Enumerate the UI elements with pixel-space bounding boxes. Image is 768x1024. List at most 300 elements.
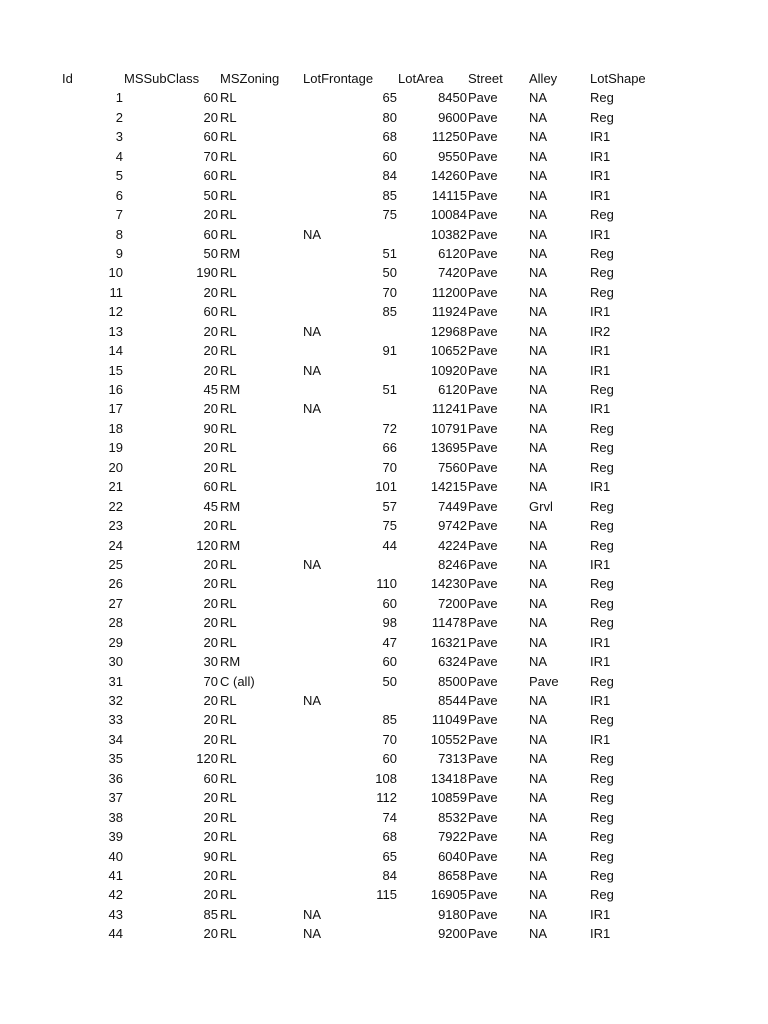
table-row <box>0 808 768 827</box>
cell-alley: NA <box>529 420 548 436</box>
cell-lotfrontage: 74 <box>382 809 397 825</box>
cell-lotshape: IR1 <box>590 304 611 320</box>
cell-lotfrontage: 72 <box>382 420 397 436</box>
cell-mssubclass: 60 <box>203 304 218 320</box>
cell-lotfrontage: 65 <box>382 848 397 864</box>
cell-lotshape: Reg <box>590 615 614 631</box>
cell-lotshape: Reg <box>590 440 614 456</box>
cell-id: 20 <box>108 459 123 475</box>
cell-lotfrontage: 84 <box>382 867 397 883</box>
cell-lotshape: IR1 <box>590 343 611 359</box>
cell-street: Pave <box>468 673 498 689</box>
cell-mszoning: RL <box>220 109 237 125</box>
cell-alley: NA <box>529 440 548 456</box>
cell-mssubclass: 60 <box>203 479 218 495</box>
cell-mszoning: RL <box>220 518 237 534</box>
table-row <box>0 380 768 399</box>
cell-id: 19 <box>108 440 123 456</box>
cell-id: 17 <box>108 401 123 417</box>
cell-lotfrontage: NA <box>303 926 322 942</box>
cell-lotfrontage: NA <box>303 323 322 339</box>
cell-mszoning: RM <box>220 245 241 261</box>
cell-mszoning: RL <box>220 284 237 300</box>
cell-id: 14 <box>108 343 123 359</box>
table-row <box>0 769 768 788</box>
cell-lotarea: 14260 <box>430 168 467 184</box>
cell-street: Pave <box>468 90 498 106</box>
cell-mssubclass: 20 <box>203 693 218 708</box>
cell-lotfrontage: 51 <box>382 382 397 397</box>
cell-alley: NA <box>529 867 548 883</box>
cell-mszoning: RL <box>220 770 237 786</box>
cell-lotshape: IR1 <box>590 556 611 572</box>
cell-lotarea: 12968 <box>430 323 467 339</box>
cell-alley: NA <box>529 809 548 825</box>
cell-mszoning: RL <box>220 479 237 495</box>
cell-street: Pave <box>468 226 498 242</box>
cell-street: Pave <box>468 401 498 417</box>
cell-street: Pave <box>468 576 498 592</box>
cell-mssubclass: 20 <box>203 323 218 339</box>
cell-street: Pave <box>468 634 498 650</box>
cell-mszoning: RL <box>220 809 237 825</box>
cell-mszoning: RL <box>220 634 237 650</box>
cell-alley: NA <box>529 615 548 631</box>
table-row <box>0 905 768 924</box>
table-row <box>0 866 768 885</box>
cell-mssubclass: 85 <box>203 906 218 922</box>
cell-street: Pave <box>468 595 498 611</box>
cell-lotshape: Reg <box>590 382 614 397</box>
cell-mssubclass: 45 <box>203 382 218 397</box>
header-alley: Alley <box>529 71 558 86</box>
cell-id: 28 <box>108 615 123 631</box>
table-row <box>0 322 768 341</box>
header-lotshape: LotShape <box>590 71 646 86</box>
cell-mssubclass: 20 <box>203 401 218 417</box>
cell-lotfrontage: 47 <box>382 634 397 650</box>
cell-id: 12 <box>108 304 123 320</box>
cell-lotarea: 8532 <box>438 809 467 825</box>
cell-lotfrontage: 108 <box>375 770 397 786</box>
cell-lotarea: 7922 <box>438 829 467 845</box>
cell-lotfrontage: 70 <box>382 731 397 747</box>
cell-lotarea: 7313 <box>438 751 467 767</box>
cell-alley: NA <box>529 595 548 611</box>
cell-mssubclass: 20 <box>203 867 218 883</box>
cell-lotarea: 10382 <box>430 226 467 242</box>
cell-id: 32 <box>108 693 123 708</box>
cell-alley: NA <box>529 187 548 203</box>
table-row <box>0 924 768 943</box>
cell-lotshape: IR1 <box>590 168 611 184</box>
cell-lotarea: 6120 <box>438 245 467 261</box>
cell-lotarea: 14215 <box>430 479 467 495</box>
cell-lotarea: 6324 <box>438 654 467 670</box>
cell-lotshape: IR2 <box>590 323 611 339</box>
cell-id: 21 <box>108 479 123 495</box>
cell-mssubclass: 20 <box>203 809 218 825</box>
cell-street: Pave <box>468 790 498 806</box>
cell-lotfrontage: 68 <box>382 129 397 145</box>
cell-lotarea: 7449 <box>438 498 467 514</box>
cell-mszoning: RL <box>220 168 237 184</box>
cell-id: 39 <box>108 829 123 845</box>
cell-mszoning: RL <box>220 343 237 359</box>
cell-street: Pave <box>468 615 498 631</box>
cell-lotfrontage: 60 <box>382 148 397 164</box>
cell-mssubclass: 20 <box>203 518 218 534</box>
cell-street: Pave <box>468 362 498 378</box>
cell-lotfrontage: 85 <box>382 187 397 203</box>
cell-lotshape: Reg <box>590 595 614 611</box>
cell-lotshape: IR1 <box>590 129 611 145</box>
cell-mssubclass: 60 <box>203 90 218 106</box>
cell-lotarea: 13418 <box>430 770 467 786</box>
cell-mssubclass: 60 <box>203 168 218 184</box>
cell-id: 6 <box>115 187 123 203</box>
cell-street: Pave <box>468 343 498 359</box>
cell-mssubclass: 70 <box>203 148 218 164</box>
cell-mszoning: RL <box>220 576 237 592</box>
cell-lotarea: 9180 <box>438 906 467 922</box>
table-body <box>0 88 768 943</box>
cell-street: Pave <box>468 284 498 300</box>
cell-mszoning: RM <box>220 537 241 553</box>
cell-alley: NA <box>529 148 548 164</box>
cell-lotshape: IR1 <box>590 731 611 747</box>
header-mszoning: MSZoning <box>220 71 280 86</box>
table-row <box>0 672 768 691</box>
cell-lotshape: Reg <box>590 245 614 261</box>
cell-lotarea: 9200 <box>438 926 467 942</box>
cell-lotarea: 11478 <box>431 615 467 631</box>
cell-mssubclass: 20 <box>203 712 218 728</box>
cell-lotfrontage: 44 <box>382 537 397 553</box>
cell-lotarea: 10084 <box>430 207 467 223</box>
cell-lotarea: 11250 <box>431 129 467 145</box>
cell-id: 16 <box>108 382 123 397</box>
cell-lotshape: IR1 <box>590 479 611 495</box>
cell-alley: NA <box>529 226 548 242</box>
cell-lotarea: 14115 <box>431 187 467 203</box>
cell-lotshape: Reg <box>590 829 614 845</box>
cell-mssubclass: 20 <box>203 284 218 300</box>
table-row <box>0 283 768 302</box>
table-row <box>0 458 768 477</box>
cell-lotarea: 7560 <box>438 459 467 475</box>
cell-mssubclass: 20 <box>203 343 218 359</box>
cell-lotshape: Reg <box>590 284 614 300</box>
cell-alley: NA <box>529 829 548 845</box>
cell-mssubclass: 20 <box>203 615 218 631</box>
cell-id: 40 <box>108 848 123 864</box>
cell-lotshape: IR1 <box>590 362 611 378</box>
cell-lotfrontage: 60 <box>382 751 397 767</box>
cell-id: 42 <box>108 887 123 903</box>
table-row <box>0 536 768 555</box>
cell-mssubclass: 20 <box>203 440 218 456</box>
cell-mszoning: RL <box>220 731 237 747</box>
cell-lotarea: 6040 <box>438 848 467 864</box>
cell-lotfrontage: 50 <box>382 673 397 689</box>
cell-lotarea: 7200 <box>438 595 467 611</box>
cell-mszoning: RL <box>220 420 237 436</box>
cell-mssubclass: 90 <box>203 848 218 864</box>
cell-lotfrontage: 84 <box>382 168 397 184</box>
cell-mszoning: RL <box>220 401 237 417</box>
cell-mszoning: RL <box>220 440 237 456</box>
cell-lotfrontage: 91 <box>382 343 397 359</box>
cell-mszoning: RL <box>220 148 237 164</box>
cell-street: Pave <box>468 187 498 203</box>
cell-alley: NA <box>529 362 548 378</box>
cell-alley: NA <box>529 343 548 359</box>
cell-mssubclass: 120 <box>196 537 218 553</box>
cell-mszoning: RL <box>220 751 237 767</box>
cell-street: Pave <box>468 129 498 145</box>
cell-lotfrontage: 70 <box>382 284 397 300</box>
table-row <box>0 730 768 749</box>
cell-lotshape: IR1 <box>590 226 611 242</box>
cell-alley: NA <box>529 401 548 417</box>
cell-mssubclass: 20 <box>203 556 218 572</box>
table-row <box>0 302 768 321</box>
cell-lotshape: Reg <box>590 90 614 106</box>
cell-id: 2 <box>115 109 123 125</box>
cell-mssubclass: 20 <box>203 634 218 650</box>
header-street: Street <box>468 71 503 86</box>
cell-lotarea: 10652 <box>430 343 467 359</box>
cell-alley: NA <box>529 518 548 534</box>
cell-lotshape: Reg <box>590 751 614 767</box>
cell-lotarea: 9742 <box>438 518 467 534</box>
cell-lotarea: 16321 <box>430 634 467 650</box>
cell-alley: NA <box>529 751 548 767</box>
cell-street: Pave <box>468 265 498 281</box>
cell-lotfrontage: 70 <box>382 459 397 475</box>
cell-lotarea: 4224 <box>438 537 467 553</box>
table-row <box>0 516 768 535</box>
cell-lotarea: 10920 <box>430 362 467 378</box>
cell-id: 10 <box>108 265 123 281</box>
cell-alley: NA <box>529 284 548 300</box>
cell-lotshape: Reg <box>590 537 614 553</box>
cell-mszoning: RL <box>220 362 237 378</box>
cell-lotfrontage: 66 <box>382 440 397 456</box>
cell-street: Pave <box>468 440 498 456</box>
cell-mszoning: RL <box>220 90 237 106</box>
cell-alley: NA <box>529 926 548 942</box>
cell-street: Pave <box>468 809 498 825</box>
cell-street: Pave <box>468 168 498 184</box>
cell-street: Pave <box>468 848 498 864</box>
cell-mszoning: RL <box>220 304 237 320</box>
table-row <box>0 263 768 282</box>
table-row <box>0 613 768 632</box>
cell-street: Pave <box>468 304 498 320</box>
cell-mszoning: RL <box>220 848 237 864</box>
cell-mssubclass: 190 <box>196 265 218 281</box>
cell-id: 22 <box>108 498 123 514</box>
cell-lotshape: IR1 <box>590 926 611 942</box>
cell-street: Pave <box>468 323 498 339</box>
cell-street: Pave <box>468 245 498 261</box>
cell-lotarea: 13695 <box>430 440 467 456</box>
table-row <box>0 166 768 185</box>
cell-lotarea: 10552 <box>430 731 467 747</box>
cell-lotfrontage: NA <box>303 226 322 242</box>
table-row <box>0 827 768 846</box>
cell-mszoning: RL <box>220 887 237 903</box>
table-row <box>0 419 768 438</box>
cell-lotfrontage: 50 <box>382 265 397 281</box>
cell-mszoning: RL <box>220 129 237 145</box>
cell-mszoning: RL <box>220 187 237 203</box>
cell-mszoning: RM <box>220 654 241 670</box>
cell-mssubclass: 90 <box>203 420 218 436</box>
table-row <box>0 147 768 166</box>
cell-lotarea: 6120 <box>438 382 467 397</box>
table-row <box>0 88 768 107</box>
cell-alley: NA <box>529 479 548 495</box>
table-row <box>0 788 768 807</box>
cell-mszoning: RL <box>220 829 237 845</box>
cell-mssubclass: 60 <box>203 770 218 786</box>
cell-id: 8 <box>115 226 123 242</box>
table-row <box>0 885 768 904</box>
cell-mszoning: RL <box>220 265 237 281</box>
cell-id: 29 <box>108 634 123 650</box>
cell-lotarea: 10859 <box>430 790 467 806</box>
cell-lotarea: 16905 <box>430 887 467 903</box>
cell-mszoning: RL <box>220 556 237 572</box>
cell-id: 34 <box>108 731 123 747</box>
table-row <box>0 438 768 457</box>
cell-lotshape: IR1 <box>590 654 611 670</box>
cell-id: 44 <box>108 926 123 942</box>
cell-alley: NA <box>529 906 548 922</box>
cell-mszoning: RL <box>220 207 237 223</box>
header-row <box>0 69 768 88</box>
cell-street: Pave <box>468 829 498 845</box>
cell-lotfrontage: 68 <box>382 829 397 845</box>
cell-alley: NA <box>529 693 548 708</box>
cell-lotshape: Reg <box>590 518 614 534</box>
cell-street: Pave <box>468 518 498 534</box>
table-row <box>0 847 768 866</box>
header-id: Id <box>62 71 73 86</box>
cell-street: Pave <box>468 731 498 747</box>
cell-street: Pave <box>468 926 498 942</box>
table-row <box>0 399 768 418</box>
cell-lotshape: Reg <box>590 420 614 436</box>
cell-id: 13 <box>108 323 123 339</box>
cell-mssubclass: 70 <box>203 673 218 689</box>
cell-mszoning: RL <box>220 926 237 942</box>
cell-mssubclass: 60 <box>203 129 218 145</box>
cell-alley: NA <box>529 265 548 281</box>
cell-id: 43 <box>108 906 123 922</box>
cell-street: Pave <box>468 693 498 708</box>
cell-street: Pave <box>468 867 498 883</box>
cell-alley: NA <box>529 382 548 397</box>
cell-street: Pave <box>468 712 498 728</box>
cell-lotfrontage: 85 <box>382 304 397 320</box>
cell-alley: NA <box>529 537 548 553</box>
cell-lotfrontage: 112 <box>376 790 397 806</box>
cell-lotshape: Reg <box>590 848 614 864</box>
cell-mssubclass: 20 <box>203 731 218 747</box>
cell-id: 18 <box>108 420 123 436</box>
table-row <box>0 710 768 729</box>
cell-lotfrontage: 65 <box>382 90 397 106</box>
cell-mssubclass: 20 <box>203 790 218 806</box>
cell-id: 5 <box>115 168 123 184</box>
cell-alley: NA <box>529 207 548 223</box>
cell-alley: NA <box>529 109 548 125</box>
cell-alley: NA <box>529 654 548 670</box>
header-lotarea: LotArea <box>398 71 444 86</box>
cell-id: 35 <box>108 751 123 767</box>
cell-alley: NA <box>529 168 548 184</box>
cell-lotarea: 8246 <box>438 556 467 572</box>
cell-lotfrontage: 57 <box>382 498 397 514</box>
cell-street: Pave <box>468 751 498 767</box>
cell-alley: NA <box>529 323 548 339</box>
cell-lotfrontage: 75 <box>382 518 397 534</box>
cell-lotshape: Reg <box>590 770 614 786</box>
table-row <box>0 225 768 244</box>
cell-mszoning: RL <box>220 226 237 242</box>
cell-mssubclass: 20 <box>203 362 218 378</box>
cell-mszoning: RL <box>220 693 237 708</box>
cell-lotarea: 8450 <box>438 90 467 106</box>
cell-id: 38 <box>108 809 123 825</box>
cell-street: Pave <box>468 148 498 164</box>
cell-mssubclass: 20 <box>203 109 218 125</box>
cell-street: Pave <box>468 459 498 475</box>
cell-street: Pave <box>468 207 498 223</box>
data-table <box>0 69 768 944</box>
cell-alley: Grvl <box>529 498 553 514</box>
cell-lotarea: 11924 <box>431 304 467 320</box>
table-row <box>0 574 768 593</box>
header-mssubclass: MSSubClass <box>124 71 200 86</box>
cell-street: Pave <box>468 498 498 514</box>
cell-id: 15 <box>108 362 123 378</box>
cell-mszoning: RL <box>220 712 237 728</box>
cell-alley: NA <box>529 770 548 786</box>
cell-mszoning: RL <box>220 867 237 883</box>
cell-lotarea: 10791 <box>430 420 467 436</box>
header-lotfrontage: LotFrontage <box>303 71 374 86</box>
table-row <box>0 186 768 205</box>
cell-id: 1 <box>115 90 123 106</box>
cell-id: 36 <box>108 770 123 786</box>
cell-id: 23 <box>108 518 123 534</box>
cell-id: 41 <box>108 867 123 883</box>
cell-alley: NA <box>529 848 548 864</box>
cell-lotfrontage: 60 <box>382 595 397 611</box>
cell-mssubclass: 20 <box>203 926 218 942</box>
cell-lotfrontage: 85 <box>382 712 397 728</box>
cell-alley: NA <box>529 304 548 320</box>
cell-lotarea: 14230 <box>430 576 467 592</box>
table-row <box>0 205 768 224</box>
cell-lotshape: Reg <box>590 712 614 728</box>
cell-lotarea: 8544 <box>438 693 467 708</box>
